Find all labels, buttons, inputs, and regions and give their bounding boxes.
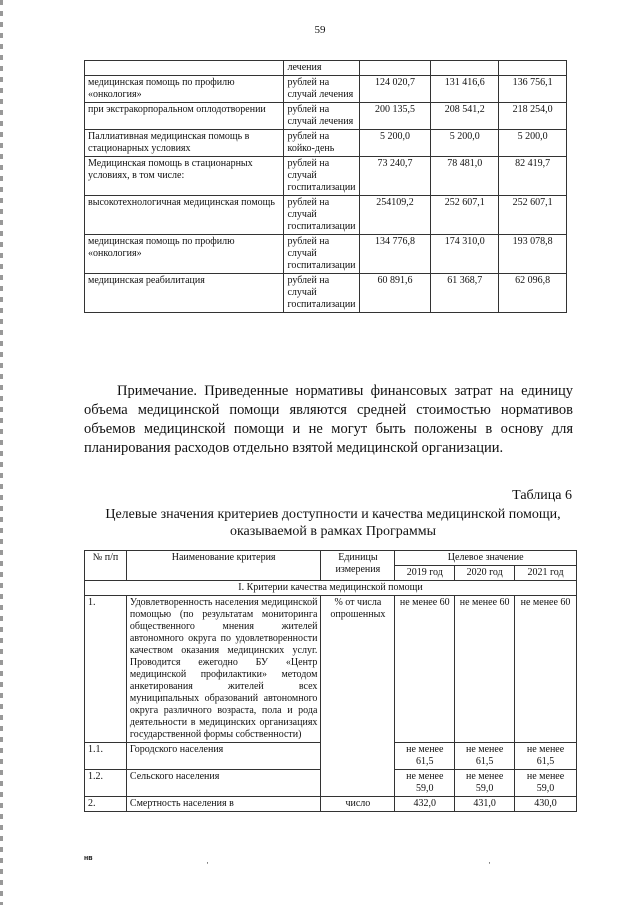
target-2021: не менее 61,5 — [515, 743, 577, 770]
table-row — [85, 235, 567, 274]
target-2021: не менее 60 — [515, 596, 577, 743]
criterion-name: Городского населения — [126, 743, 321, 770]
criterion-unit: число — [321, 797, 395, 812]
target-criteria-table — [84, 550, 577, 812]
cost-2019 — [359, 61, 431, 76]
target-2019: не менее 60 — [395, 596, 455, 743]
table-row — [85, 76, 567, 103]
footer-mark: нв — [84, 855, 93, 862]
cost-2020: 252 607,1 — [431, 196, 499, 235]
criterion-name: Сельского населения — [126, 770, 321, 797]
cost-name: медицинская реабилитация — [85, 274, 284, 313]
cost-2019: 73 240,7 — [359, 157, 431, 196]
cost-2019: 200 135,5 — [359, 103, 431, 130]
target-2020: не менее 59,0 — [455, 770, 515, 797]
cost-2021: 136 756,1 — [499, 76, 567, 103]
header-row — [85, 551, 577, 566]
criterion-num: 1.1. — [85, 743, 127, 770]
header-target: Целевое значение — [395, 551, 577, 566]
cost-2020: 5 200,0 — [431, 130, 499, 157]
table-row — [85, 157, 567, 196]
cost-name: высокотехнологичная медицинская помощь — [85, 196, 284, 235]
criterion-num: 1.2. — [85, 770, 127, 797]
cost-2020: 174 310,0 — [431, 235, 499, 274]
criterion-num: 1. — [85, 596, 127, 743]
cost-2021: 252 607,1 — [499, 196, 567, 235]
header-criterion: Наименование критерия — [126, 551, 321, 581]
cost-2019: 60 891,6 — [359, 274, 431, 313]
cost-2019: 134 776,8 — [359, 235, 431, 274]
cost-2020: 78 481,0 — [431, 157, 499, 196]
target-2019: 432,0 — [395, 797, 455, 812]
table-row — [85, 596, 577, 743]
cost-2020: 208 541,2 — [431, 103, 499, 130]
cost-2021: 62 096,8 — [499, 274, 567, 313]
section-title: I. Критерии качества медицинской помощи — [85, 581, 577, 596]
cost-unit: рублей на случай госпитализации — [284, 157, 359, 196]
table-row — [85, 61, 567, 76]
cost-name: медицинская помощь по профилю «онкология» — [85, 76, 284, 103]
cost-2020: 61 368,7 — [431, 274, 499, 313]
cost-unit: рублей на случай лечения — [284, 76, 359, 103]
criterion-unit: % от числа опрошенных — [321, 596, 395, 797]
table-row — [85, 274, 567, 313]
target-2019: не менее 61,5 — [395, 743, 455, 770]
criterion-num: 2. — [85, 797, 127, 812]
header-2021: 2021 год — [515, 566, 577, 581]
scan-speck: · — [488, 858, 491, 868]
cost-2021: 218 254,0 — [499, 103, 567, 130]
financial-cost-table — [84, 60, 567, 313]
note-paragraph: Примечание. Приведенные нормативы финансовых затрат на единицу объема медицинской помощи являются средней стоимостью нормативов объемов медицинской помощи и не могут быть положены в основу для планирования расходов отдельно взятой медицинской организации. — [84, 383, 573, 456]
header-unit: Единицы измерения — [321, 551, 395, 581]
cost-unit: рублей на случай лечения — [284, 103, 359, 130]
cost-name: при экстракорпоральном оплодотворении — [85, 103, 284, 130]
scan-edge — [0, 0, 3, 905]
cost-unit: лечения — [284, 61, 359, 76]
header-num: № п/п — [85, 551, 127, 581]
table-row — [85, 797, 577, 812]
target-2019: не менее 59,0 — [395, 770, 455, 797]
cost-unit: рублей на койко-день — [284, 130, 359, 157]
cost-2021 — [499, 61, 567, 76]
cost-unit: рублей на случай госпитализации — [284, 235, 359, 274]
header-2019: 2019 год — [395, 566, 455, 581]
header-2020: 2020 год — [455, 566, 515, 581]
cost-name: Паллиативная медицинская помощь в стационарных условиях — [85, 130, 284, 157]
target-2020: не менее 61,5 — [455, 743, 515, 770]
table-row — [85, 103, 567, 130]
table-row — [85, 196, 567, 235]
criterion-name: Удовлетворенность населения медицинской помощью (по результатам мониторинга общественного мнения жителей автономного округа по удовлетворенности качеством оказания медицинских услуг. Проводится ежегодно БУ «Центр медицинской профилактики» методом анкетирования жителей всех муниципальных образований автономного округа различного возраста, пола и рода деятельности в медицинских организациях государственной формы собственности) — [126, 596, 321, 743]
cost-2020 — [431, 61, 499, 76]
target-2020: не менее 60 — [455, 596, 515, 743]
cost-2020: 131 416,6 — [431, 76, 499, 103]
target-2020: 431,0 — [455, 797, 515, 812]
cost-2019: 5 200,0 — [359, 130, 431, 157]
section-row — [85, 581, 577, 596]
cost-name: медицинская помощь по профилю «онкология» — [85, 235, 284, 274]
table-row — [85, 130, 567, 157]
cost-2021: 82 419,7 — [499, 157, 567, 196]
criterion-name: Смертность населения в — [126, 797, 321, 812]
cost-unit: рублей на случай госпитализации — [284, 274, 359, 313]
cost-name — [85, 61, 284, 76]
scan-speck: · — [206, 858, 209, 868]
cost-unit: рублей на случай госпитализации — [284, 196, 359, 235]
table-title: Целевые значения критериев доступности и качества медицинской помощи, оказываемой в рамках Программы — [105, 507, 561, 539]
cost-2019: 124 020,7 — [359, 76, 431, 103]
cost-name: Медицинская помощь в стационарных условиях, в том числе: — [85, 157, 284, 196]
page-number: 59 — [314, 24, 326, 36]
table-label: Таблица 6 — [512, 488, 572, 503]
target-2021: 430,0 — [515, 797, 577, 812]
target-2021: не менее 59,0 — [515, 770, 577, 797]
cost-2019: 254109,2 — [359, 196, 431, 235]
cost-2021: 193 078,8 — [499, 235, 567, 274]
cost-2021: 5 200,0 — [499, 130, 567, 157]
